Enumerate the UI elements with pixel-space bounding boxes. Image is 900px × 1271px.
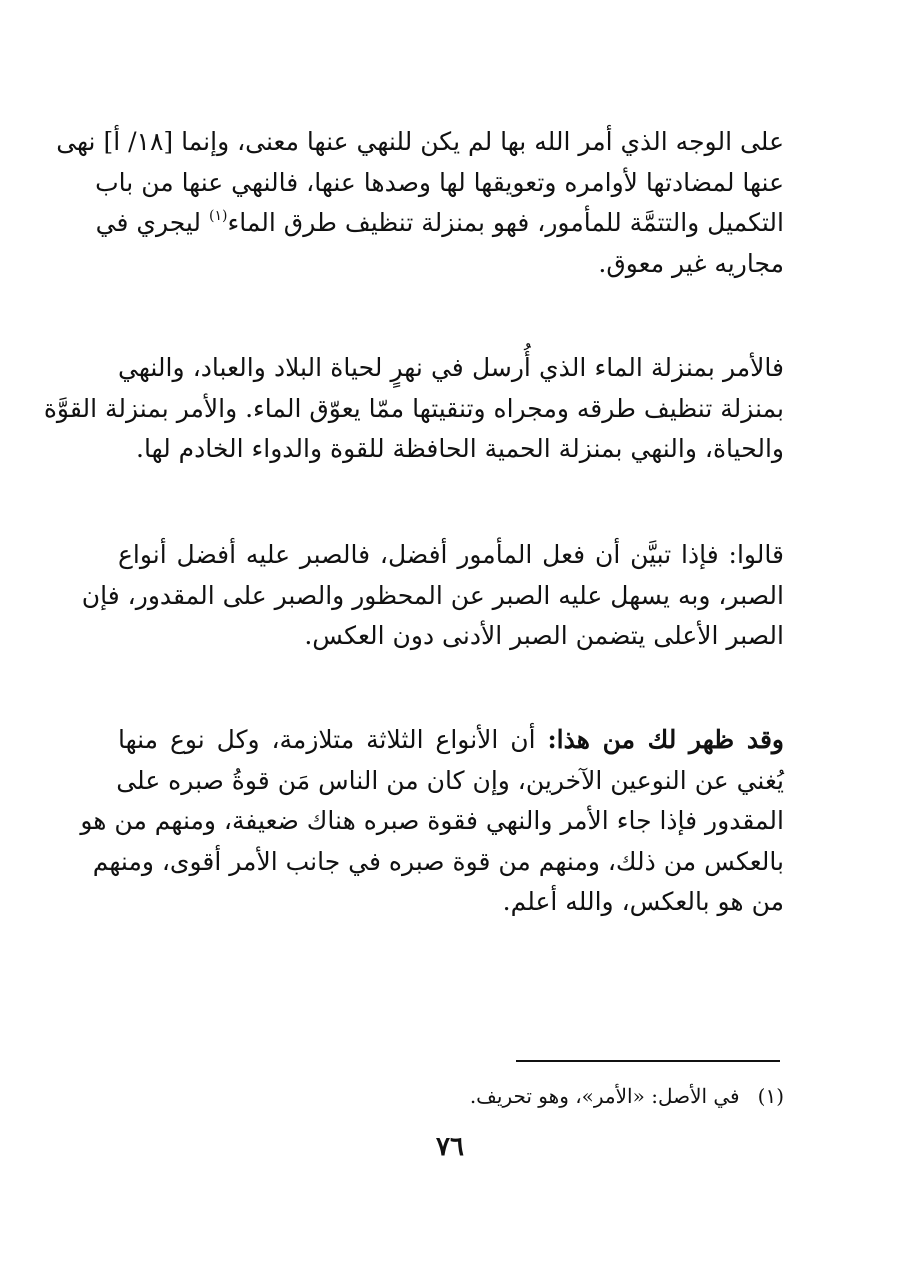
text-line: مجاريه غير معوق. bbox=[598, 248, 784, 278]
text-segment: أن الأنواع الثلاثة متلازمة، وكل نوع منها bbox=[118, 725, 548, 754]
paragraph-lead-bold: وقد ظهر لك من هذا: bbox=[547, 725, 785, 754]
page-number: ٧٦ bbox=[436, 1132, 464, 1162]
text-line bbox=[95, 203, 784, 244]
text-line: قالوا: فإذا تبيَّن أن فعل المأمور أفضل، فالصبر عليه أفضل أنواع bbox=[118, 540, 784, 569]
paragraph-1 bbox=[56, 122, 784, 284]
text-line: الصبر الأعلى يتضمن الصبر الأدنى دون العكس. bbox=[304, 621, 784, 650]
text-line bbox=[118, 720, 784, 761]
text-line: والحياة، والنهي بمنزلة الحمية الحافظة للقوة والدواء الخادم لها. bbox=[136, 434, 784, 463]
text-line: الصبر، وبه يسهل عليه الصبر عن المحظور والصبر على المقدور، فإن bbox=[81, 580, 784, 610]
text-segment: ليجري في bbox=[95, 208, 209, 237]
text-line: من هو بالعكس، والله أعلم. bbox=[502, 887, 784, 916]
footnote-number: (١) bbox=[757, 1084, 784, 1108]
footnote-reference[interactable]: (١) bbox=[209, 208, 228, 224]
text-line: فالأمر بمنزلة الماء الذي أُرسل في نهرٍ لحياة البلاد والعباد، والنهي bbox=[118, 353, 784, 382]
paragraph-4 bbox=[80, 720, 785, 923]
footnote-separator bbox=[516, 1060, 780, 1062]
paragraph-3 bbox=[81, 535, 784, 657]
footnote-text: في الأصل: «الأمر»، وهو تحريف. bbox=[469, 1084, 740, 1108]
footnote bbox=[300, 1080, 784, 1112]
text-line: يُغني عن النوعين الآخرين، وإن كان من الناس مَن قوةُ صبره على bbox=[116, 765, 784, 795]
text-line: بمنزلة تنظيف طرقه ومجراه وتنقيتها ممّا يعوّق الماء. والأمر بمنزلة القوَّة bbox=[43, 393, 784, 423]
text-segment: التكميل والتتمَّة للمأمور، فهو بمنزلة تنظيف طرق الماء bbox=[227, 208, 784, 237]
text-line: المقدور فإذا جاء الأمر والنهي فقوة صبره هناك ضعيفة، ومنهم من هو bbox=[80, 806, 784, 835]
text-line: على الوجه الذي أمر الله بها لم يكن للنهي عنها معنى، وإنما [١٨/ أ] نهى bbox=[56, 127, 784, 156]
text-line: بالعكس من ذلك، ومنهم من قوة صبره في جانب الأمر أقوى، ومنهم bbox=[92, 846, 784, 876]
text-line: عنها لمضادتها لأوامره وتعويقها لها وصدها عنها، فالنهي عنها من باب bbox=[95, 167, 784, 197]
paragraph-2 bbox=[43, 348, 784, 470]
